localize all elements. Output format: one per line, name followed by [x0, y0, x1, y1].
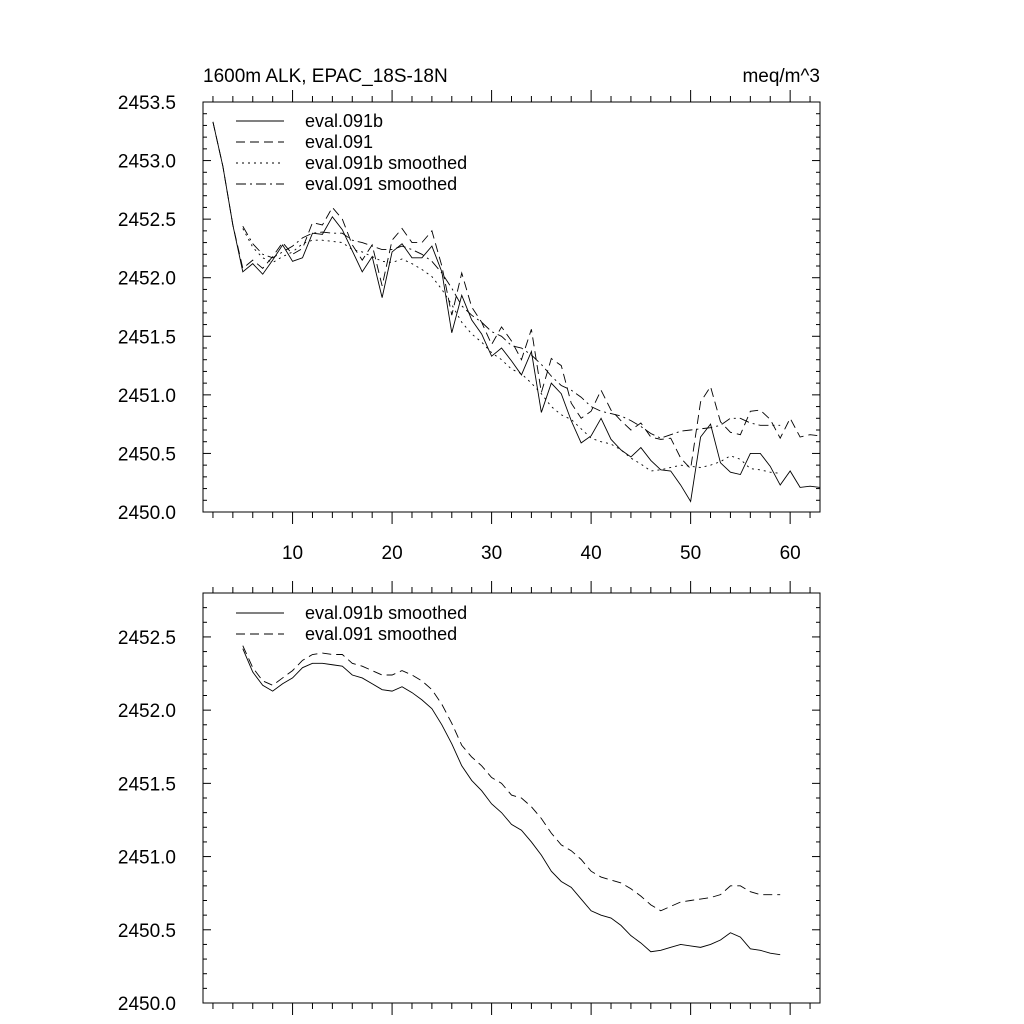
y-tick-label: 2450.0	[117, 994, 176, 1015]
y-tick-label: 2453.5	[117, 93, 176, 114]
bottom-panel	[118, 581, 820, 1015]
plot-frame	[203, 102, 820, 512]
units-label: meq/m^3	[742, 66, 820, 87]
y-tick-label: 2450.5	[117, 444, 176, 466]
y-tick-label: 2452.5	[117, 627, 176, 649]
y-tick-label: 2453.0	[117, 151, 176, 173]
x-tick-label: 50	[680, 543, 702, 564]
series-line-eval-091b-smoothed	[243, 649, 780, 955]
y-tick-label: 2452.0	[117, 701, 176, 723]
x-tick-label: 60	[779, 543, 801, 564]
series-line-eval-091b	[213, 122, 820, 502]
series-line-eval-091-smoothed	[243, 646, 780, 911]
x-tick-label: 20	[381, 543, 403, 564]
series-line-eval-091b-smoothed	[243, 229, 780, 474]
series-line-eval-091	[213, 122, 820, 469]
legend-label: eval.091b smoothed	[305, 603, 468, 623]
x-tick-label: 10	[281, 543, 304, 564]
legend-label: eval.091	[305, 132, 374, 152]
y-tick-label: 2451.5	[117, 774, 176, 796]
y-tick-label: 2452.5	[117, 210, 176, 232]
y-tick-label: 2450.5	[117, 920, 176, 942]
y-tick-label: 2452.0	[117, 268, 176, 290]
y-tick-label: 2451.0	[117, 847, 176, 869]
chart-title: 1600m ALK, EPAC_18S-18N	[203, 66, 448, 87]
y-tick-label: 2451.5	[117, 327, 176, 349]
top-panel	[118, 66, 820, 564]
x-tick-label: 30	[481, 543, 503, 564]
y-tick-label: 2450.0	[117, 503, 176, 524]
y-tick-label: 2451.0	[117, 385, 176, 407]
x-tick-label: 40	[580, 543, 602, 564]
legend-label: eval.091b	[305, 111, 384, 131]
legend-label: eval.091 smoothed	[305, 174, 458, 194]
legend-label: eval.091 smoothed	[305, 624, 458, 644]
legend-label: eval.091b smoothed	[305, 153, 468, 173]
plot-frame	[203, 593, 820, 1003]
